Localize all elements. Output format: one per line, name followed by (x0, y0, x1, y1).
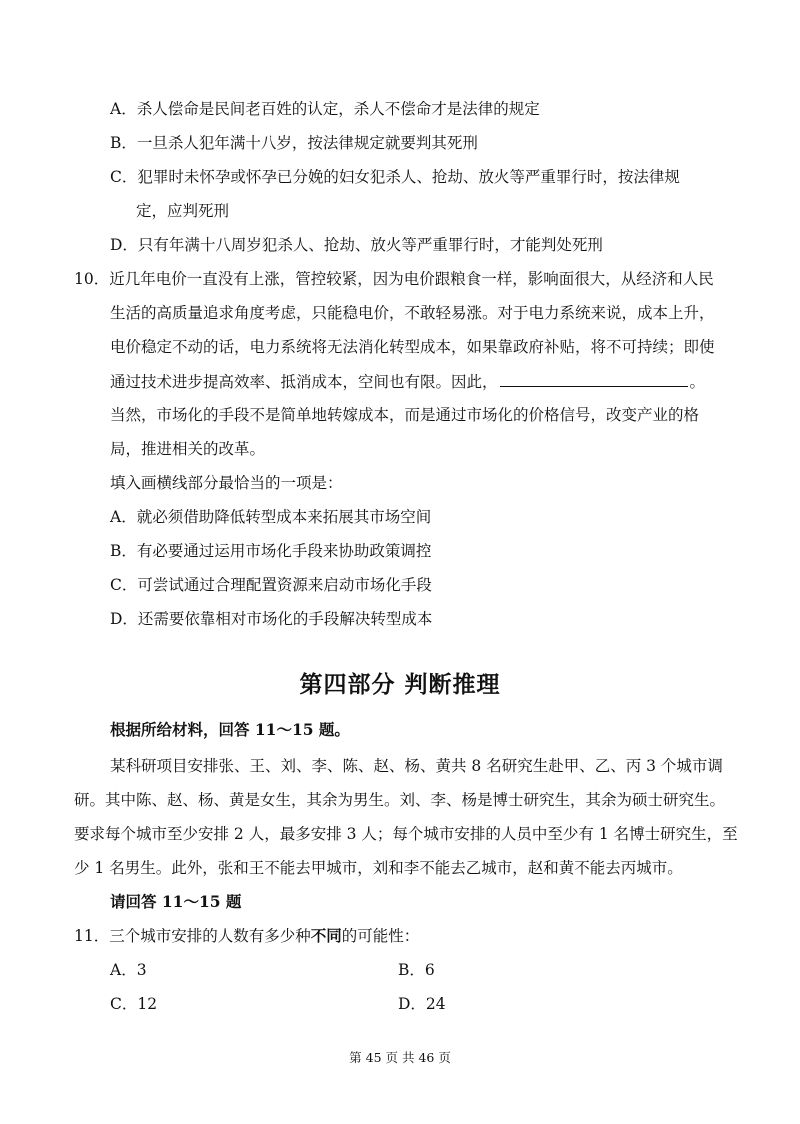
material-paragraph-line: 研。其中陈、赵、杨、黄是女生，其余为男生。刘、李、杨是博士研究生，其余为硕士研究生。 (74, 791, 726, 809)
page-number-footer: 第 45 页 共 46 页 (349, 1050, 451, 1065)
q9-option-d: D．只有年满十八周岁犯杀人、抢劫、放火等严重罪行时，才能判处死刑 (110, 236, 603, 254)
material-sub-heading: 请回答 11～15 题 (110, 892, 242, 911)
q10-option-c: C．可尝试通过合理配置资源来启动市场化手段 (110, 576, 432, 594)
q11-option-c: C．12 (110, 995, 158, 1013)
q9-option-b: B．一旦杀人犯年满十八岁，按法律规定就要判其死刑 (110, 134, 478, 152)
q10-stem-line-with-blank (110, 371, 705, 392)
q10-stem-text: 。 (689, 373, 706, 391)
q10-stem-line: 生活的高质量追求角度考虑，只能稳电价，不敢轻易涨。对于电力系统来说，成本上升， (110, 304, 715, 322)
section-title: 第四部分 判断推理 (299, 672, 501, 698)
q9-option-c: C．犯罪时未怀孕或怀孕已分娩的妇女犯杀人、抢劫、放火等严重罪行时，按法律规 (110, 168, 680, 186)
q11-option-b: B．6 (398, 961, 435, 979)
q9-option-c-continued: 定，应判死刑 (136, 202, 230, 220)
q11-stem-text: 的可能性： (341, 927, 420, 945)
q11-stem-emphasis: 不同 (310, 926, 342, 945)
material-paragraph-line: 少 1 名男生。此外，张和王不能去甲城市，刘和李不能去乙城市，赵和黄不能去丙城市。 (74, 859, 683, 877)
material-paragraph-line: 要求每个城市至少安排 2 人，最多安排 3 人；每个城市安排的人员中至少有 1 名博士研究生，至 (74, 825, 738, 843)
answer-blank (500, 371, 688, 387)
q11-stem-text: 11．三个城市安排的人数有多少种 (74, 927, 311, 945)
q10-stem-line: 10．近几年电价一直没有上涨，管控较紧，因为电价跟粮食一样，影响面很大，从经济和人民 (74, 270, 714, 288)
q10-option-a: A．就必须借助降低转型成本来拓展其市场空间 (110, 508, 432, 526)
q11-stem (74, 926, 419, 946)
q10-stem-line: 局，推进相关的改革。 (110, 440, 266, 458)
q10-stem-line: 当然，市场化的手段不是简单地转嫁成本，而是通过市场化的价格信号，改变产业的格 (110, 406, 700, 424)
q10-option-b: B．有必要通过运用市场化手段来协助政策调控 (110, 542, 432, 560)
q10-stem-text: 通过技术进步提高效率、抵消成本，空间也有限。因此， (110, 373, 498, 391)
q11-option-d: D．24 (398, 995, 446, 1013)
q9-option-a: A．杀人偿命是民间老百姓的认定，杀人不偿命才是法律的规定 (110, 100, 540, 118)
q10-prompt: 填入画横线部分最恰当的一项是： (110, 474, 343, 492)
material-heading: 根据所给材料，回答 11～15 题。 (110, 720, 350, 739)
material-paragraph-line: 某科研项目安排张、王、刘、李、陈、赵、杨、黄共 8 名研究生赴甲、乙、丙 3 个城市调 (110, 757, 723, 775)
q10-stem-line: 电价稳定不动的话，电力系统将无法消化转型成本，如果靠政府补贴，将不可持续；即使 (110, 338, 715, 356)
q11-option-a: A．3 (110, 961, 147, 979)
q10-option-d: D．还需要依靠相对市场化的手段解决转型成本 (110, 610, 433, 628)
